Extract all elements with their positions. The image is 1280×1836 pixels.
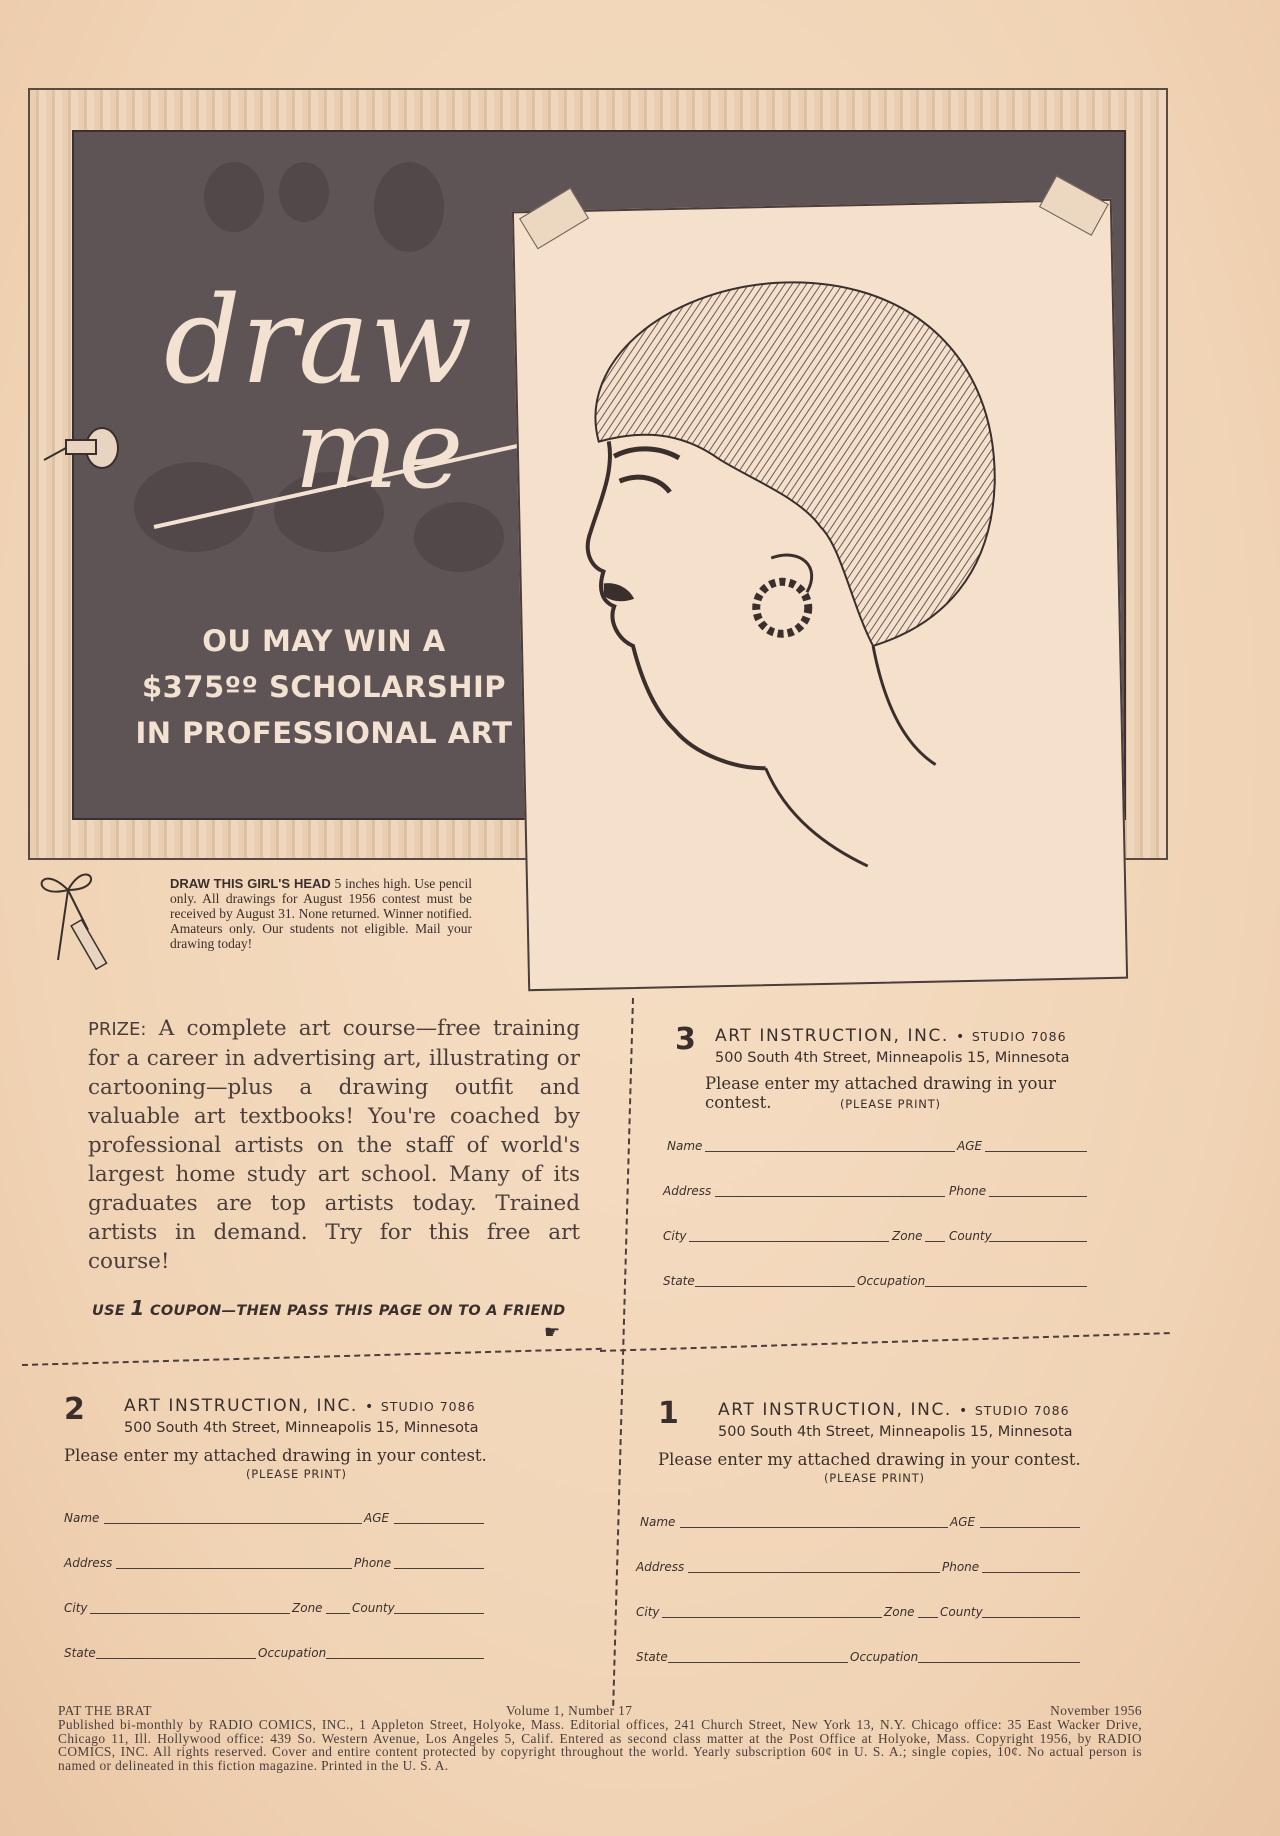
age-field[interactable]: [985, 1151, 1087, 1152]
hair: [593, 278, 999, 651]
studio-number: STUDIO 7086: [380, 1399, 476, 1414]
studio-number: STUDIO 7086: [971, 1029, 1067, 1044]
occupation-label: Occupation: [258, 1646, 327, 1660]
city-row: [663, 1208, 1127, 1253]
zone-label: Zone: [884, 1605, 915, 1619]
name-field[interactable]: [705, 1151, 955, 1152]
city-label: City: [636, 1605, 660, 1619]
coupon-1: [636, 1396, 1118, 1676]
cut-line-right: [600, 1332, 1170, 1352]
please-print: (PLEASE PRINT): [824, 1471, 925, 1485]
use-coupon-part1: USE: [92, 1303, 126, 1319]
county-label: County: [940, 1605, 983, 1619]
issue-date: November 1956: [1050, 1703, 1142, 1718]
county-label: County: [352, 1601, 395, 1615]
phone-label: Phone: [354, 1556, 392, 1570]
coupon-fields: [636, 1494, 1100, 1674]
headline-draw: draw: [164, 272, 473, 411]
address-label: Address: [64, 1556, 113, 1570]
drawing-paper: [512, 199, 1128, 991]
ribbon-bow-icon: [28, 860, 128, 980]
state-row: [663, 1253, 1127, 1298]
name-field[interactable]: [680, 1527, 948, 1528]
rules-body: 5 inches high. Use pencil only. All drawings for August 1956 contest must be received by August 31. None returned. Winner notified. Amateurs only. Our students not eligible. Mail your drawing today!: [170, 876, 472, 951]
contest-rules: [170, 876, 472, 951]
company-address: 500 South 4th Street, Minneapolis 15, Minnesota: [124, 1420, 479, 1436]
name-row: [640, 1494, 1100, 1539]
lips: [604, 583, 634, 602]
county-field[interactable]: [989, 1241, 1087, 1242]
zone-label: Zone: [292, 1601, 323, 1615]
city-row: [636, 1584, 1100, 1629]
company-name: ART INSTRUCTION, INC.: [715, 1026, 949, 1046]
coupon-number: 3: [675, 1022, 696, 1057]
girl-head-illustration: [514, 201, 1130, 993]
name-field[interactable]: [104, 1523, 362, 1524]
use-coupon-num: 1: [130, 1296, 145, 1320]
city-label: City: [64, 1601, 88, 1615]
occupation-field[interactable]: [326, 1658, 484, 1659]
state-label: State: [64, 1646, 96, 1660]
phone-label: Phone: [949, 1184, 987, 1198]
phone-field[interactable]: [982, 1572, 1080, 1573]
please-enter-line1: Please enter my attached drawing in your: [705, 1074, 1057, 1093]
state-label: State: [663, 1274, 695, 1288]
name-label: Name: [667, 1139, 703, 1153]
age-label: AGE: [950, 1515, 976, 1529]
city-row: [64, 1580, 524, 1625]
rules-lead: DRAW THIS GIRL'S HEAD: [170, 876, 331, 891]
please-print: (PLEASE PRINT): [246, 1467, 347, 1481]
company-address: 500 South 4th Street, Minneapolis 15, Minnesota: [718, 1424, 1073, 1440]
state-row: [64, 1625, 524, 1670]
name-label: Name: [64, 1511, 100, 1525]
headline-me: me: [294, 385, 464, 513]
zone-field[interactable]: [326, 1613, 350, 1614]
phone-field[interactable]: [394, 1568, 484, 1569]
age-field[interactable]: [980, 1527, 1080, 1528]
county-field[interactable]: [394, 1613, 484, 1614]
pushpin-icon: [40, 420, 130, 480]
phone-label: Phone: [942, 1560, 980, 1574]
coupon-2: [64, 1392, 524, 1672]
face-profile: [586, 438, 766, 772]
state-field[interactable]: [96, 1658, 256, 1659]
occupation-field[interactable]: [918, 1662, 1080, 1663]
county-field[interactable]: [982, 1617, 1080, 1618]
cut-line-left: [22, 1348, 602, 1366]
address-row: [64, 1535, 524, 1580]
coupon-fields: [64, 1490, 524, 1670]
address-field[interactable]: [715, 1196, 945, 1197]
address-field[interactable]: [688, 1572, 940, 1573]
please-enter-line2: contest.: [705, 1093, 772, 1112]
name-label: Name: [640, 1515, 676, 1529]
address-label: Address: [636, 1560, 685, 1574]
company-line: ART INSTRUCTION, INC. • STUDIO 7086: [124, 1396, 476, 1416]
company-line: ART INSTRUCTION, INC. • STUDIO 7086: [715, 1026, 1067, 1046]
zone-label: Zone: [892, 1229, 923, 1243]
occupation-label: Occupation: [850, 1650, 919, 1664]
studio-number: STUDIO 7086: [974, 1403, 1070, 1418]
city-field[interactable]: [90, 1613, 290, 1614]
occupation-field[interactable]: [925, 1286, 1087, 1287]
win-line-1: OU MAY WIN A: [202, 624, 446, 658]
volume-number: Volume 1, Number 17: [506, 1703, 633, 1718]
company-address: 500 South 4th Street, Minneapolis 15, Minnesota: [715, 1050, 1070, 1066]
prize-description: [88, 1014, 580, 1276]
coupon-number: 2: [64, 1392, 85, 1427]
win-line-3: IN PROFESSIONAL ART: [135, 716, 513, 750]
city-label: City: [663, 1229, 687, 1243]
indicia-body: Published bi-monthly by RADIO COMICS, INC., 1 Appleton Street, Holyoke, Mass. Editorial offices, 241 Church Street, New York 13, N.Y. Chicago office: 35 East Wacker Drive, Chicago 11, Ill. Hollywood office: 439 So. Western Avenue, Los Angeles 5, Calif. Entered as second class matter at the Post Office at Holyoke, Mass. Copyright 1956, by RADIO COMICS, INC. All rights reserved. Cover and entire content protected by copyright throughout the world. Yearly subscription 60¢ in U. S. A.; single copies, 10¢. No actual person is named or delineated in this fiction magazine. Printed in the U. S. A.: [58, 1717, 1142, 1773]
state-row: [636, 1629, 1100, 1674]
neck-front: [766, 766, 868, 868]
age-field[interactable]: [394, 1523, 484, 1524]
earring-icon: [756, 581, 809, 634]
age-label: AGE: [364, 1511, 390, 1525]
coupon-fields: [663, 1118, 1127, 1298]
use-coupon-note: [92, 1296, 612, 1343]
use-coupon-part2: COUPON—THEN PASS THIS PAGE ON TO A FRIEND: [149, 1303, 566, 1319]
county-label: County: [949, 1229, 992, 1243]
phone-field[interactable]: [989, 1196, 1087, 1197]
prize-body: A complete art course—free training for a career in advertising art, illustrating or cartooning—plus a drawing outfit and valuable art textbooks! You're coached by professional artists on the staff of world's largest home study art school. Many of its graduates are top artists today. Trained artists in demand. Try for this free art course!: [88, 1016, 580, 1274]
zone-field[interactable]: [925, 1241, 945, 1242]
coupon-number: 1: [658, 1396, 679, 1431]
cut-line-vertical: [612, 998, 634, 1706]
prize-lead: PRIZE:: [88, 1019, 147, 1040]
win-line-2: $375ºº SCHOLARSHIP: [141, 670, 507, 704]
state-field[interactable]: [695, 1286, 855, 1287]
address-label: Address: [663, 1184, 712, 1198]
eye: [619, 477, 669, 494]
coupon-3: [663, 1022, 1135, 1292]
company-line: ART INSTRUCTION, INC. • STUDIO 7086: [718, 1400, 1070, 1420]
please-print: (PLEASE PRINT): [840, 1097, 941, 1111]
please-enter: Please enter my attached drawing in your contest.: [658, 1450, 1081, 1469]
pointing-hand-icon: ☛: [544, 1322, 561, 1343]
magazine-title: PAT THE BRAT: [58, 1703, 152, 1718]
neck-back: [873, 645, 935, 766]
please-enter: Please enter my attached drawing in your contest.: [64, 1446, 487, 1465]
occupation-label: Occupation: [857, 1274, 926, 1288]
company-name: ART INSTRUCTION, INC.: [124, 1396, 358, 1416]
city-field[interactable]: [689, 1241, 889, 1242]
indicia-header: [58, 1704, 1142, 1718]
name-row: [64, 1490, 524, 1535]
state-label: State: [636, 1650, 668, 1664]
address-field[interactable]: [116, 1568, 352, 1569]
address-row: [663, 1163, 1127, 1208]
city-field[interactable]: [662, 1617, 882, 1618]
age-label: AGE: [957, 1139, 983, 1153]
zone-field[interactable]: [918, 1617, 938, 1618]
company-name: ART INSTRUCTION, INC.: [718, 1400, 952, 1420]
name-row: [667, 1118, 1127, 1163]
state-field[interactable]: [668, 1662, 848, 1663]
eyebrow: [614, 448, 679, 459]
publication-indicia: [58, 1704, 1142, 1772]
address-row: [636, 1539, 1100, 1584]
